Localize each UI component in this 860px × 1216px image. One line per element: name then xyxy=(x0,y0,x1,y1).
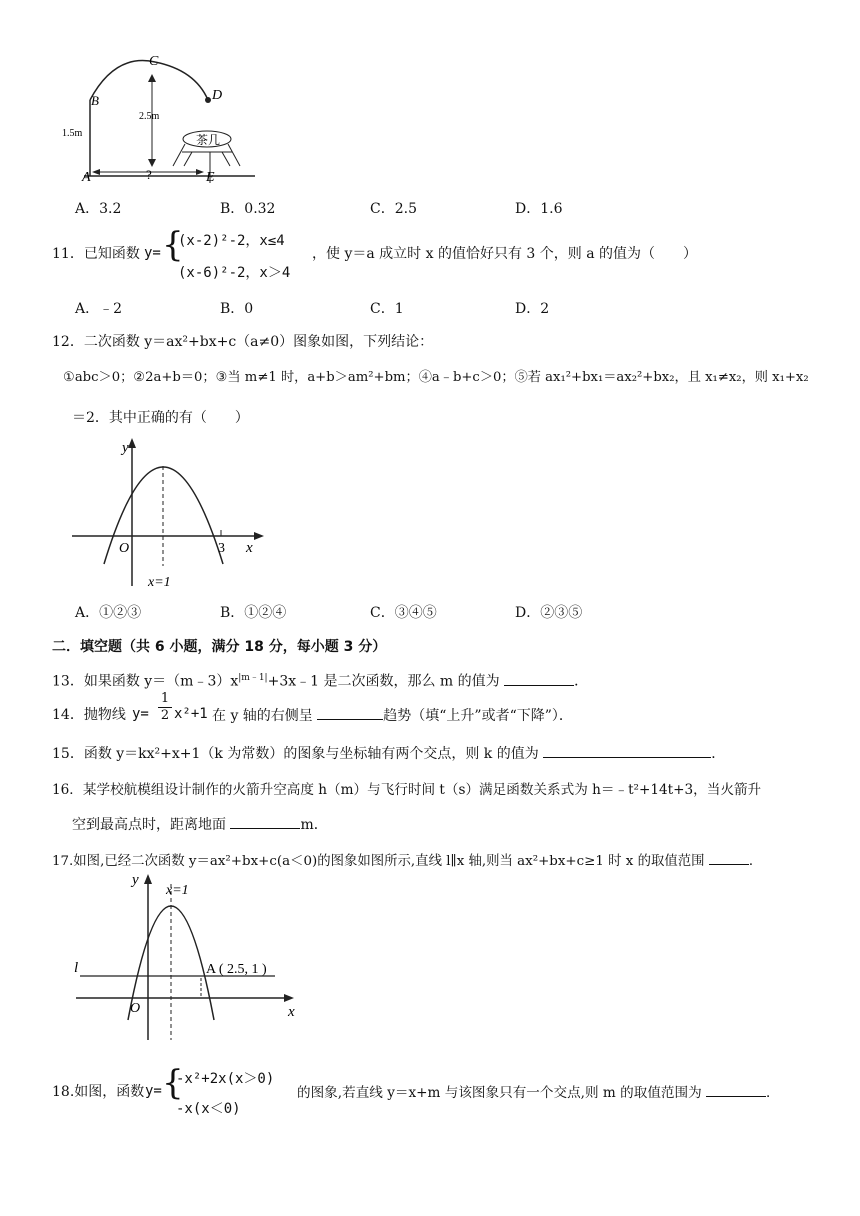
section-title: 二．填空题（共 6 小题，满分 18 分，每小题 3 分） xyxy=(52,639,387,655)
q13 xyxy=(52,668,588,692)
q14-blank[interactable] xyxy=(317,705,383,720)
q14-denominator: 2 xyxy=(158,707,172,724)
q11-option-c: C．1 xyxy=(370,301,404,317)
q18-case1: -x²+2x(x＞0) xyxy=(176,1071,275,1087)
q13-end: ． xyxy=(574,673,589,690)
q11-option-d: D．2 xyxy=(515,301,550,317)
q14-y: y= xyxy=(132,706,149,722)
q16-line1: 16．某学校航模组设计制作的火箭升空高度 h（m）与飞行时间 t（s）满足函数关系式为 h＝﹣t²+14t+3，当火箭升 xyxy=(52,782,762,798)
q12-axis-label: x=1 xyxy=(148,575,171,590)
q11-y: y= xyxy=(144,245,161,261)
label-1-5m: 1.5m xyxy=(62,128,83,139)
label-A: A xyxy=(82,170,91,185)
q16-blank[interactable] xyxy=(230,814,300,829)
q17-origin-label: O xyxy=(130,1001,141,1016)
q18-blank[interactable] xyxy=(706,1082,766,1097)
q14-text-a: 14．抛物线 xyxy=(52,707,126,723)
q16-text-b: m． xyxy=(300,817,328,833)
q12-x-label: x xyxy=(246,540,253,556)
q18-y: y= xyxy=(145,1083,162,1099)
table-label: 茶几 xyxy=(196,133,221,147)
q18-text-a: 18.如图，函数 xyxy=(52,1084,145,1100)
q12-origin-label: O xyxy=(119,541,130,556)
q17-figure xyxy=(70,870,310,1042)
q17-end: ． xyxy=(748,854,763,869)
q17-point-label: A ( 2.5, 1 ) xyxy=(206,962,267,977)
q10-option-b: B．0.32 xyxy=(220,201,276,217)
q18-case2: -x(x＜0) xyxy=(176,1101,241,1117)
q10-option-c: C．2.5 xyxy=(370,201,417,217)
q11-case2: (x-6)²-2，x＞4 xyxy=(178,265,291,281)
q11-text: ，使 y＝a 成立时 x 的值恰好只有 3 个，则 a 的值为（ ） xyxy=(312,246,698,262)
q12-line3: ＝2．其中正确的有（ ） xyxy=(72,410,249,426)
q17-axis-label: x=1 xyxy=(166,883,189,898)
q18 xyxy=(297,1082,780,1103)
q14-text-c: 趋势（填“上升”或者“下降”）． xyxy=(383,708,573,724)
q14-line xyxy=(212,705,573,726)
q14-expr: x²+1 xyxy=(174,706,208,722)
q15-blank[interactable] xyxy=(543,743,711,758)
q13-text-b: +3x﹣1 是二次函数，那么 m 的值为 xyxy=(267,673,500,690)
q17 xyxy=(52,850,762,872)
q14-text-b: 在 y 轴的右侧呈 xyxy=(212,708,313,724)
q15 xyxy=(52,743,725,764)
q12-line1: 12．二次函数 y＝ax²+bx+c（a≠0）图象如图，下列结论： xyxy=(52,334,434,350)
q12-option-d: D．②③⑤ xyxy=(515,605,583,621)
q16-line2 xyxy=(72,814,328,835)
q15-end: ． xyxy=(711,746,726,762)
label-2-5m: 2.5m xyxy=(139,111,160,122)
q17-x-label: x xyxy=(288,1004,295,1020)
q12-option-c: C．③④⑤ xyxy=(370,605,437,621)
q17-blank[interactable] xyxy=(709,850,749,865)
q11-brace: { xyxy=(162,225,184,265)
q11-number: 11．已知函数 xyxy=(52,246,140,262)
q14-numerator: 1 xyxy=(160,691,170,706)
q12-option-b: B．①②④ xyxy=(220,605,287,621)
q17-line-label: l xyxy=(74,960,79,976)
q12-y-label: y xyxy=(122,440,129,456)
q12-tick-3: 3 xyxy=(218,541,225,556)
q18-text-b: 的图象,若直线 y＝x+m 与该图象只有一个交点,则 m 的取值范围为 xyxy=(297,1085,702,1101)
q16-text-a: 空到最高点时，距离地面 xyxy=(72,817,226,833)
q12-line2: ①abc＞0；②2a+b＝0；③当 m≠1 时，a+b＞am²+bm；④a﹣b+c＞0；⑤若 ax₁²+bx₁＝ax₂²+bx₂，且 x₁≠x₂，则 x₁+x₂ xyxy=(63,370,809,385)
q12-option-a: A．①②③ xyxy=(75,605,142,621)
q13-blank[interactable] xyxy=(504,671,574,686)
label-D: D xyxy=(212,88,223,103)
q10-figure xyxy=(60,48,280,186)
q11-option-a: A．﹣2 xyxy=(75,301,123,317)
q14-fraction xyxy=(158,691,172,724)
q10-option-d: D．1.6 xyxy=(515,201,563,217)
q18-brace: { xyxy=(162,1063,184,1103)
q15-text: 15．函数 y＝kx²+x+1（k 为常数）的图象与坐标轴有两个交点，则 k 的值为 xyxy=(52,746,539,762)
q13-text-a: 13．如果函数 y＝（m﹣3）x xyxy=(52,673,239,690)
label-E: E xyxy=(206,170,215,185)
q18-end: ． xyxy=(766,1085,780,1101)
q11-case1: (x-2)²-2，x≤4 xyxy=(178,233,285,249)
label-C: C xyxy=(149,54,159,69)
q10-option-a: A．3.2 xyxy=(75,201,122,217)
q17-text: 17.如图,已经二次函数 y＝ax²+bx+c(a＜0)的图象如图所示,直线 l∥x 轴,则当 ax²+bx+c≥1 时 x 的取值范围 xyxy=(52,854,705,869)
q17-y-label: y xyxy=(132,872,139,888)
q12-figure xyxy=(68,436,268,592)
label-B: B xyxy=(91,93,99,108)
label-question: ? xyxy=(146,167,152,182)
q13-exponent: |m﹣1| xyxy=(238,673,268,683)
q11-option-b: B．0 xyxy=(220,301,254,317)
